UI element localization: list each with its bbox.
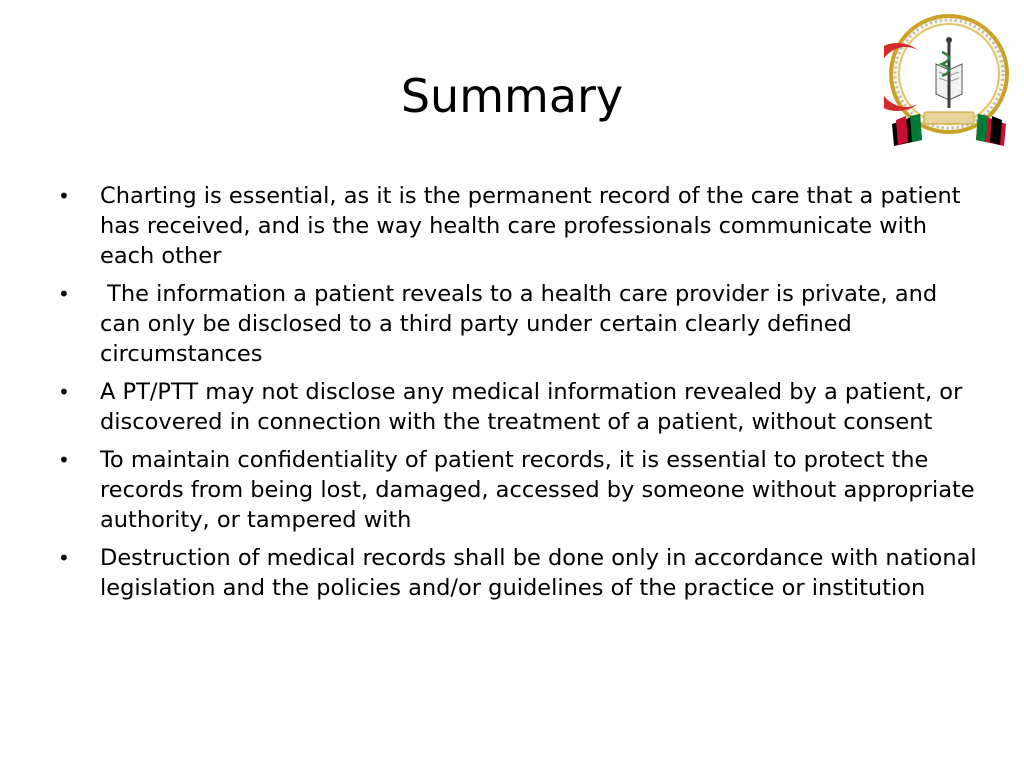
bullet-marker: • xyxy=(58,448,70,472)
list-item xyxy=(58,445,978,535)
medical-emblem-icon xyxy=(884,12,1014,146)
slide-title: Summary xyxy=(400,69,624,123)
bullet-text: A PT/PTT may not disclose any medical information revealed by a patient, or discovered in connection with the treatment of a patient, without consent xyxy=(100,379,963,435)
list-item xyxy=(58,543,978,603)
list-item xyxy=(58,181,978,271)
bullet-text: Destruction of medical records shall be done only in accordance with national legislation and the policies and/or guidelines of the practice or institution xyxy=(100,545,977,601)
bullet-marker: • xyxy=(58,282,70,306)
bullet-text: The information a patient reveals to a health care provider is private, and can only be disclosed to a third party under certain clearly defined circumstances xyxy=(100,281,945,367)
bullet-list xyxy=(58,181,978,611)
bullet-text: Charting is essential, as it is the permanent record of the care that a patient has received, and is the way health care professionals communicate with each other xyxy=(100,183,961,269)
bullet-text: To maintain confidentiality of patient records, it is essential to protect the records from being lost, damaged, accessed by someone without appropriate authority, or tampered with xyxy=(100,447,975,533)
logo xyxy=(884,12,1014,146)
list-item xyxy=(58,279,978,369)
list-item xyxy=(58,377,978,437)
bullet-marker: • xyxy=(58,184,70,208)
bullet-marker: • xyxy=(58,546,70,570)
bullet-marker: • xyxy=(58,380,70,404)
